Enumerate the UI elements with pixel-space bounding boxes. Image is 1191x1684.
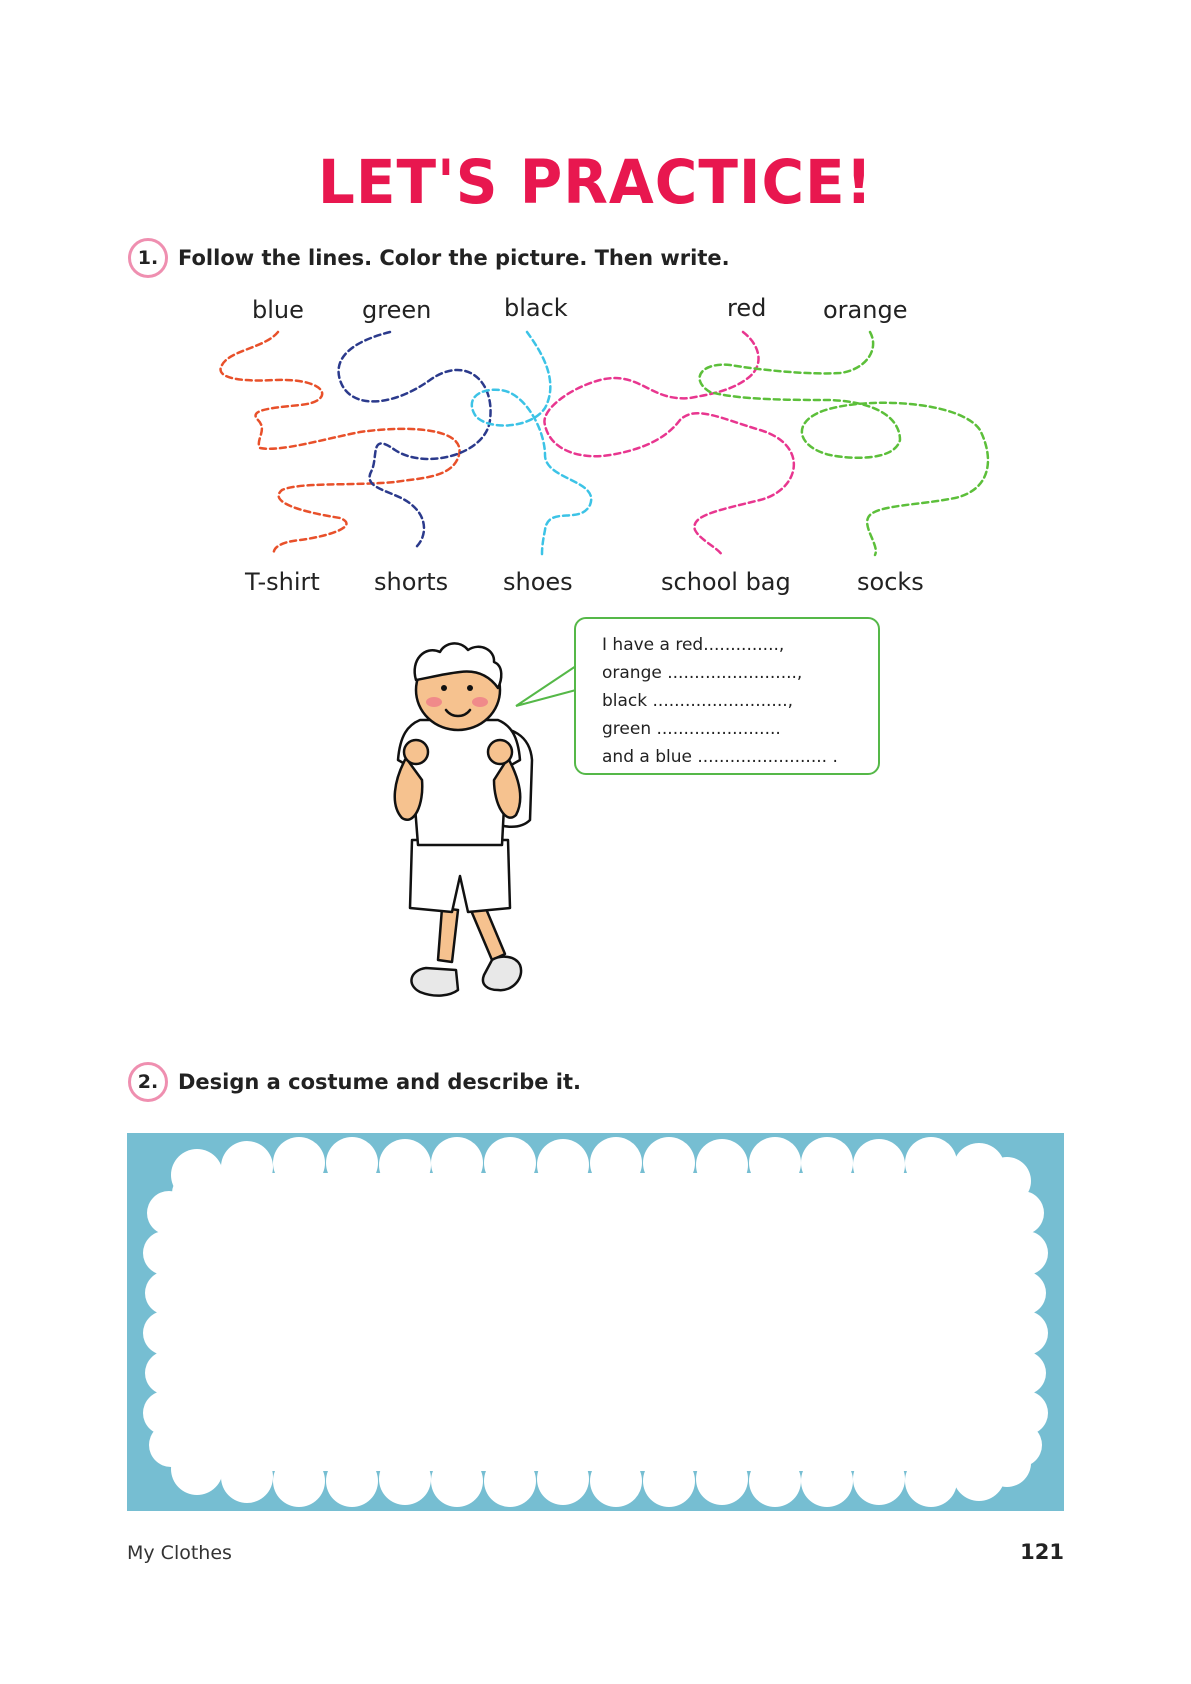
clothes-word-shoes: shoes xyxy=(503,568,573,596)
task-2-number: 2. xyxy=(128,1062,168,1102)
bubble-line-3: black ........................., xyxy=(602,691,794,711)
speech-bubble xyxy=(574,617,880,775)
task-2-instruction: Design a costume and describe it. xyxy=(178,1070,581,1094)
clothes-word-socks: socks xyxy=(857,568,924,596)
bubble-line-4: green ....................... xyxy=(602,719,781,739)
line-navy xyxy=(339,332,491,548)
tangled-lines-diagram xyxy=(0,0,1191,600)
clothes-word-shorts: shorts xyxy=(374,568,449,596)
bubble-line-2: orange ........................, xyxy=(602,663,803,683)
footer-section-title: My Clothes xyxy=(127,1542,232,1564)
color-word-red: red xyxy=(727,294,767,322)
bubble-line-5: and a blue ........................ . xyxy=(602,747,838,767)
line-pink xyxy=(544,332,793,555)
color-word-orange: orange xyxy=(823,296,908,324)
task-1-number: 1. xyxy=(128,238,168,278)
color-word-blue: blue xyxy=(252,296,304,324)
color-word-black: black xyxy=(504,294,568,322)
page-title: LET'S PRACTICE! xyxy=(317,146,874,218)
speech-bubble-tail xyxy=(514,660,578,710)
bubble-line-1: I have a red.............., xyxy=(602,635,785,655)
clothes-word-t-shirt: T-shirt xyxy=(245,568,320,596)
task-1-instruction: Follow the lines. Color the picture. Then write. xyxy=(178,246,730,270)
line-cyan xyxy=(472,332,591,555)
clothes-word-school-bag: school bag xyxy=(661,568,791,596)
line-green xyxy=(700,332,988,555)
task-2-heading xyxy=(128,1062,581,1102)
cloud-drawing-area xyxy=(127,1133,1064,1511)
costume-drawing-frame xyxy=(127,1133,1064,1511)
color-word-green: green xyxy=(362,296,432,324)
footer-page-number: 121 xyxy=(1020,1540,1064,1564)
